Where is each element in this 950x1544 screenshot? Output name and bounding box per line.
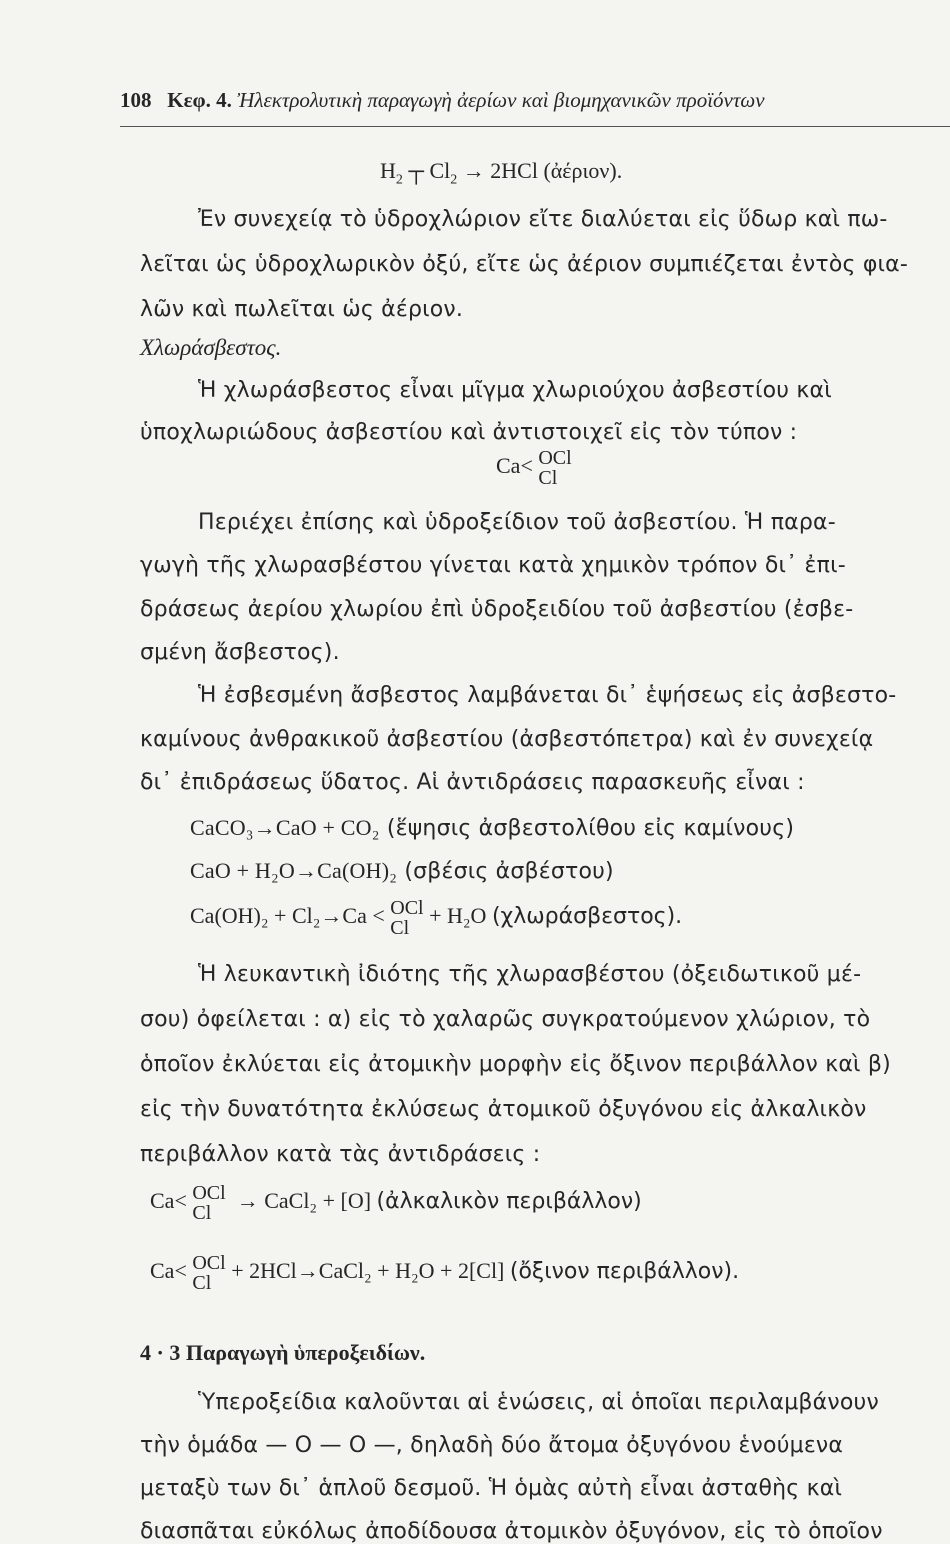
- reaction-3-rhs: + H₂O: [429, 903, 487, 929]
- para2-line-2: ὑποχλωριώδους ἀσβεστίου καὶ ἀντιστοιχεῖ εἰς τὸν τύπον :: [140, 420, 798, 445]
- para4-line-5: περιβάλλον κατὰ τὰς ἀντιδράσεις :: [140, 1142, 541, 1167]
- para3-line-7: δι᾽ ἐπιδράσεως ὕδατος. Αἱ ἀντιδράσεις παρασκευῆς εἶναι :: [140, 770, 805, 795]
- para5-line-1: Ὑπεροξείδια καλοῦνται αἱ ἑνώσεις, αἱ ὁποῖαι περιλαμβάνουν: [198, 1390, 879, 1415]
- reaction-5: [150, 1253, 739, 1293]
- para3-line-5: Ἡ ἐσβεσμένη ἄσβεστος λαμβάνεται δι᾽ ἑψήσεως εἰς ἀσβεστο-: [198, 683, 897, 708]
- reaction-4-cl: Cl: [192, 1202, 212, 1224]
- para5-line-3: μεταξὺ των δι᾽ ἁπλοῦ δεσμοῦ. Ἡ ὁμὰς αὐτὴ εἶναι ἀσταθὴς καὶ: [140, 1476, 843, 1501]
- reaction-4-ca: Ca<: [150, 1188, 187, 1214]
- reaction-2: [190, 858, 614, 884]
- reaction-1-formula: CaCO₃→CaO + CO₂: [190, 815, 380, 840]
- para3-line-4: σμένη ἄσβεστος).: [140, 640, 340, 665]
- formula-substituents: [538, 448, 571, 488]
- para2-line-1: Ἡ χλωράσβεστος εἶναι μῖγμα χλωριούχου ἀσβεστίου καὶ: [198, 378, 832, 403]
- reaction-4-ocl: OCl: [192, 1182, 226, 1204]
- formula-chlorasvestos: [496, 448, 572, 488]
- reaction-5-cl: Cl: [192, 1272, 212, 1294]
- reaction-3-substituents: [390, 898, 423, 938]
- formula-cl: Cl: [538, 467, 558, 489]
- reaction-3-note: (χλωράσβεστος).: [491, 904, 683, 930]
- para5-line-4: διασπᾶται εὐκόλως ἀποδίδουσα ἀτομικὸν ὀξυγόνον, εἰς τὸ ὁποῖον: [140, 1519, 883, 1544]
- reaction-5-ca: Ca<: [150, 1258, 187, 1284]
- para4-line-1: Ἡ λευκαντικὴ ἰδιότης τῆς χλωρασβέστου (ὀξειδωτικοῦ μέ-: [198, 962, 862, 987]
- section-title-4-3: 4 · 3 Παραγωγὴ ὑπεροξειδίων.: [140, 1340, 426, 1365]
- reaction-2-formula: CaO + H₂O→Ca(OH)₂: [190, 858, 398, 883]
- section-title-chlorasvestos: Χλωράσβεστος.: [140, 335, 282, 360]
- reaction-1: [190, 815, 794, 841]
- formula-ocl: OCl: [538, 447, 572, 469]
- chapter-label: Κεφ. 4.: [167, 88, 232, 112]
- eq-cl2-symbol: ┬ Cl: [402, 158, 451, 183]
- reaction-3: [190, 898, 682, 938]
- header-rule: [120, 126, 950, 127]
- page-number: 108: [120, 88, 152, 112]
- para3-line-3: δράσεως ἀερίου χλωρίου ἐπὶ ὑδροξειδίου τοῦ ἀσβεστίου (ἐσβε-: [140, 597, 854, 622]
- eq-product: → 2HCl (ἀέριον).: [457, 158, 623, 183]
- para4-line-2: σου) ὀφείλεται : α) εἰς τὸ χαλαρῶς συγκρατούμενον χλώριον, τὸ: [140, 1007, 871, 1032]
- para5-line-2: τὴν ὁμάδα — O — O —, δηλαδὴ δύο ἄτομα ὀξυγόνου ἑνούμενα: [140, 1433, 844, 1458]
- reaction-3-lhs: Ca(OH)₂ + Cl₂→Ca <: [190, 903, 385, 929]
- para4-line-4: εἰς τὴν δυνατότητα ἐκλύσεως ἀτομικοῦ ὀξυγόνου εἰς ἀλκαλικὸν: [140, 1097, 867, 1122]
- reaction-5-rhs: + 2HCl→CaCl₂ + H₂O + 2[Cl]: [231, 1258, 505, 1284]
- eq-h2-symbol: H: [380, 158, 396, 183]
- page-header: [120, 88, 765, 113]
- para1-line-1: Ἐν συνεχείᾳ τὸ ὑδροχλώριον εἴτε διαλύεται εἰς ὕδωρ καὶ πω-: [198, 207, 888, 232]
- para4-line-3: ὁποῖον ἐκλύεται εἰς ἀτομικὴν μορφὴν εἰς ὄξινον περιβάλλον καὶ β): [140, 1052, 891, 1077]
- reaction-4-rhs: → CaCl₂ + [O]: [236, 1188, 372, 1214]
- reaction-4-note: (ἀλκαλικὸν περιβάλλον): [376, 1189, 642, 1215]
- reaction-2-note: (σβέσις ἀσβέστου): [404, 859, 614, 884]
- para1-line-3: λῶν καὶ πωλεῖται ὡς ἀέριον.: [140, 297, 464, 322]
- reaction-3-ocl: OCl: [390, 897, 424, 919]
- eq-h2-sub: 2: [395, 172, 403, 188]
- reaction-3-cl: Cl: [390, 917, 410, 939]
- para3-line-6: καμίνους ἀνθρακικοῦ ἀσβεστίου (ἀσβεστόπετρα) καὶ ἐν συνεχείᾳ: [140, 727, 874, 752]
- formula-ca: Ca<: [496, 453, 533, 479]
- eq-cl2-sub: 2: [450, 172, 458, 188]
- reaction-4-substituents: [192, 1183, 225, 1223]
- equation-h2-cl2: [380, 158, 622, 188]
- reaction-4: [150, 1183, 642, 1223]
- para3-line-1: Περιέχει ἐπίσης καὶ ὑδροξείδιον τοῦ ἀσβεστίου. Ἡ παρα-: [198, 510, 836, 535]
- reaction-5-ocl: OCl: [192, 1252, 226, 1274]
- para3-line-2: γωγὴ τῆς χλωρασβέστου γίνεται κατὰ χημικὸν τρόπον δι᾽ ἐπι-: [140, 553, 846, 578]
- reaction-1-note: (ἕψησις ἀσβεστολίθου εἰς καμίνους): [386, 816, 795, 841]
- para1-line-2: λεῖται ὡς ὑδροχλωρικὸν ὀξύ, εἴτε ὡς ἀέριον συμπιέζεται ἐντὸς φια-: [140, 252, 909, 277]
- reaction-5-substituents: [192, 1253, 225, 1293]
- reaction-5-note: (ὄξινον περιβάλλον).: [509, 1259, 740, 1285]
- chapter-title: Ἠλεκτρολυτικὴ παραγωγὴ ἀερίων καὶ βιομηχανικῶν προϊόντων: [237, 88, 765, 112]
